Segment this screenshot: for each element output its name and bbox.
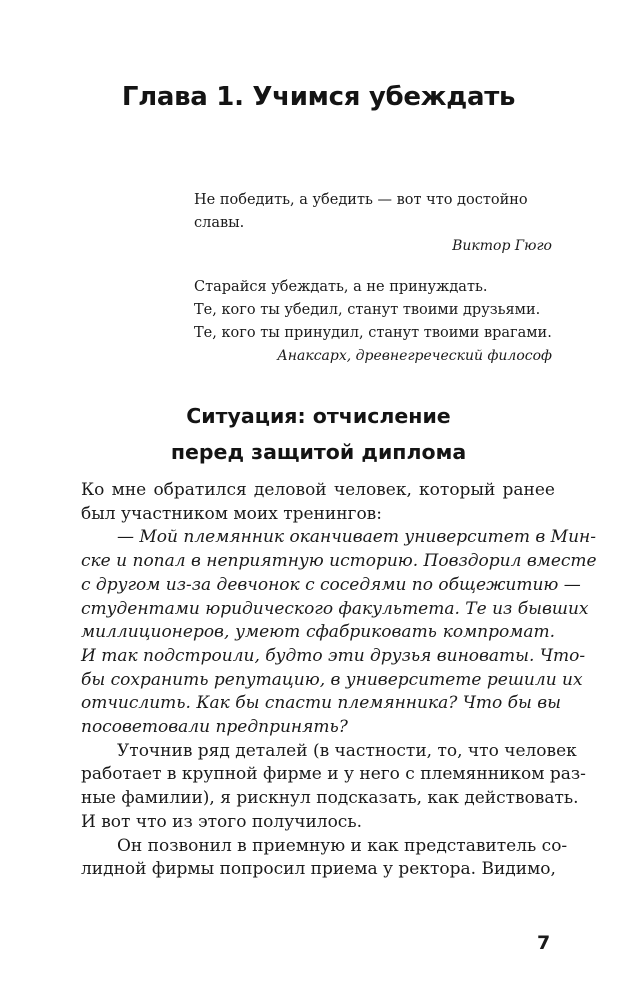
body-text: [81, 479, 597, 882]
body-line: отчислить. Как бы спасти племянника? Что бы вы: [81, 693, 562, 714]
body-line: студентами юридического факультета. Те из бывших: [81, 598, 589, 619]
epigraph-line: Те, кого ты принудил, станут твоими врагами.: [194, 325, 552, 341]
epigraph-line: славы.: [194, 215, 245, 231]
section-title-line: Ситуация: отчисление: [186, 404, 451, 428]
body-line: лидной фирмы попросил приема у ректора. Видимо,: [81, 859, 556, 880]
body-line: ные фамилии), я рискнул подсказать, как действовать.: [81, 788, 579, 809]
section-title: [0, 398, 637, 470]
body-line: был участником моих тренингов:: [81, 503, 382, 524]
body-line: — Мой племянник оканчивает университет в Мин-: [117, 527, 596, 548]
epigraph-author: Анаксарх, древнегреческий философ: [277, 348, 552, 364]
epigraph-author: Виктор Гюго: [452, 238, 552, 254]
body-line: посоветовали предпринять?: [81, 717, 348, 738]
body-line: ске и попал в неприятную историю. Повздорил вместе: [81, 551, 597, 572]
epigraph-line: Не победить, а убедить — вот что достойно: [194, 192, 528, 208]
body-line: с другом из-за девчонок с соседями по общежитию —: [81, 574, 581, 595]
body-line: Уточнив ряд деталей (в частности, то, что человек: [117, 740, 577, 761]
epigraph-line: Те, кого ты убедил, станут твоими друзьями.: [194, 302, 541, 318]
chapter-title: Глава 1. Учимся убеждать: [121, 82, 516, 112]
body-line: работает в крупной фирме и у него с племянником раз-: [81, 764, 586, 785]
body-line: И так подстроили, будто эти друзья виноваты. Что-: [81, 645, 586, 666]
epigraph-2: [194, 276, 552, 368]
epigraph-1: [194, 189, 552, 258]
epigraph-line: Старайся убеждать, а не принуждать.: [194, 279, 488, 295]
body-line: миллиционеров, умеют сфабриковать компромат.: [81, 622, 555, 643]
body-line: бы сохранить репутацию, в университете решили их: [81, 669, 583, 690]
page-number: 7: [537, 932, 551, 954]
body-line: Он позвонил в приемную и как представитель со-: [117, 835, 568, 856]
body-line: Ко мне обратился деловой человек, который ранее: [81, 480, 555, 500]
body-line: И вот что из этого получилось.: [81, 811, 362, 832]
section-title-line: перед защитой диплома: [170, 440, 467, 464]
